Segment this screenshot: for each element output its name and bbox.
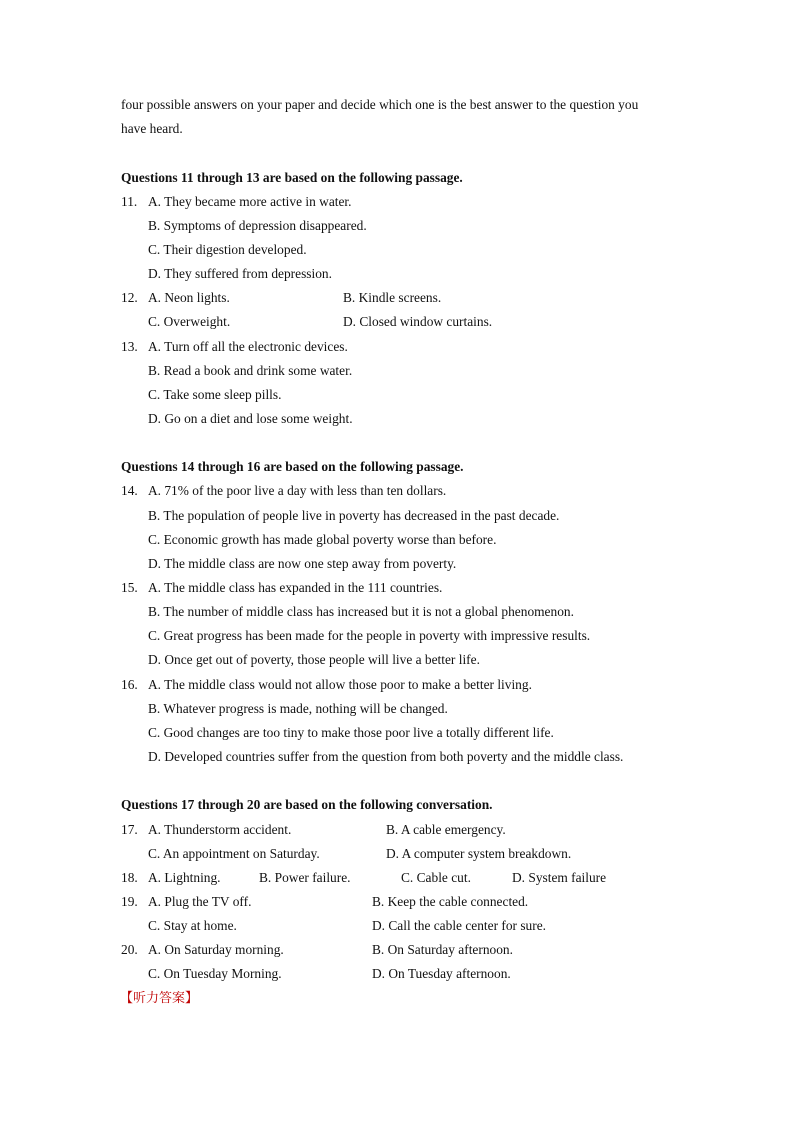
option-a: A. Thunderstorm accident. <box>148 822 292 837</box>
option-c: C. An appointment on Saturday. <box>148 846 320 861</box>
question-number: 14. <box>121 483 138 498</box>
option-b: B. Kindle screens. <box>343 290 442 305</box>
section-heading: Questions 11 through 13 are based on the following passage. <box>121 170 463 185</box>
option-c: C. Great progress has been made for the people in poverty with impressive results. <box>148 628 591 643</box>
question-number: 11. <box>121 194 138 209</box>
option-b: B. Symptoms of depression disappeared. <box>148 218 367 233</box>
option-a: A. Neon lights. <box>148 290 230 305</box>
option-a: A. The middle class has expanded in the 111 countries. <box>148 580 443 595</box>
option-c: C. Stay at home. <box>148 918 237 933</box>
option-d: D. Developed countries suffer from the question from both poverty and the middle class. <box>148 749 624 764</box>
option-d: D. Closed window curtains. <box>343 314 493 329</box>
option-c: C. Take some sleep pills. <box>148 387 282 402</box>
option-d: D. Go on a diet and lose some weight. <box>148 411 353 426</box>
option-c: C. Cable cut. <box>401 870 471 885</box>
question-number: 16. <box>121 677 138 692</box>
question-number: 18. <box>121 870 138 885</box>
intro-line-1: four possible answers on your paper and decide which one is the best answer to the question you <box>121 97 639 112</box>
intro-line-2: have heard. <box>121 121 183 136</box>
option-b: B. On Saturday afternoon. <box>372 942 513 957</box>
answer-heading: 【听力答案】 <box>120 991 199 1006</box>
option-d: D. They suffered from depression. <box>148 266 332 281</box>
option-b: B. Keep the cable connected. <box>372 894 529 909</box>
option-b: B. Read a book and drink some water. <box>148 363 353 378</box>
option-a: A. Plug the TV off. <box>148 894 252 909</box>
option-c: C. Good changes are too tiny to make those poor live a totally different life. <box>148 725 554 740</box>
option-a: A. Turn off all the electronic devices. <box>148 339 348 354</box>
question-number: 20. <box>121 942 138 957</box>
option-a: A. Lightning. <box>148 870 221 885</box>
section-heading: Questions 17 through 20 are based on the following conversation. <box>121 797 493 812</box>
option-a: A. On Saturday morning. <box>148 942 284 957</box>
option-b: B. The population of people live in poverty has decreased in the past decade. <box>148 508 560 523</box>
option-b: B. The number of middle class has increased but it is not a global phenomenon. <box>148 604 574 619</box>
option-c: C. On Tuesday Morning. <box>148 966 282 981</box>
section-heading: Questions 14 through 16 are based on the following passage. <box>121 459 464 474</box>
option-b: B. Whatever progress is made, nothing will be changed. <box>148 701 448 716</box>
option-d: D. On Tuesday afternoon. <box>372 966 511 981</box>
option-a: A. They became more active in water. <box>148 194 352 209</box>
question-number: 13. <box>121 339 138 354</box>
option-b: B. A cable emergency. <box>386 822 506 837</box>
question-number: 19. <box>121 894 138 909</box>
option-d: D. System failure <box>512 870 607 885</box>
option-c: C. Their digestion developed. <box>148 242 307 257</box>
option-c: C. Economic growth has made global poverty worse than before. <box>148 532 497 547</box>
option-c: C. Overweight. <box>148 314 231 329</box>
option-d: D. Once get out of poverty, those people will live a better life. <box>148 652 480 667</box>
option-a: A. 71% of the poor live a day with less than ten dollars. <box>148 483 447 498</box>
option-d: D. Call the cable center for sure. <box>372 918 546 933</box>
option-d: D. A computer system breakdown. <box>386 846 572 861</box>
question-number: 15. <box>121 580 138 595</box>
option-a: A. The middle class would not allow those poor to make a better living. <box>148 677 532 692</box>
question-number: 12. <box>121 290 138 305</box>
option-d: D. The middle class are now one step away from poverty. <box>148 556 457 571</box>
option-b: B. Power failure. <box>259 870 351 885</box>
question-number: 17. <box>121 822 138 837</box>
